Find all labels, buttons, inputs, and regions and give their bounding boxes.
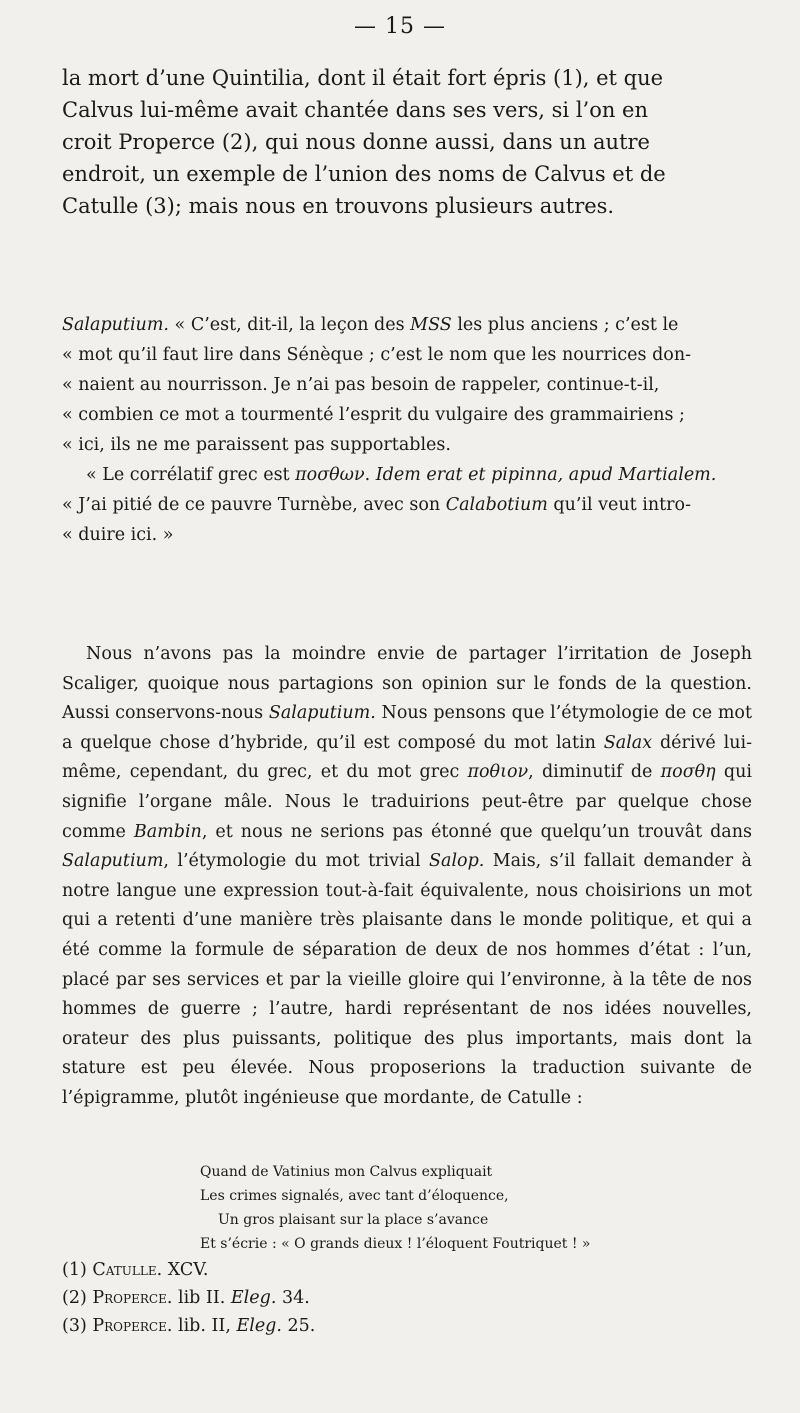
intro-line: la mort d’une Quintilia, dont il était fort épris (1), et que: [62, 66, 664, 90]
footnote-3: [62, 1312, 315, 1340]
footnote-ref-end: 34.: [276, 1288, 310, 1308]
page-number: — 15 —: [354, 14, 446, 39]
quote-text: .: [364, 465, 376, 485]
footnote-ref: XCV.: [162, 1260, 209, 1280]
verse-line: Les crimes signalés, avec tant d’éloquence,: [200, 1188, 509, 1204]
footnote-number: (1): [62, 1260, 87, 1280]
footnote-2: [62, 1284, 315, 1312]
intro-line: endroit, un exemple de l’union des noms de Calvus et de: [62, 162, 666, 186]
footnote-author: Properce.: [92, 1288, 173, 1308]
quote-line: « naient au nourrisson. Je n’ai pas besoin de rappeler, continue-t-il,: [62, 375, 660, 395]
epigram-translation: [200, 1160, 591, 1256]
quote-calabotium: Calabotium: [445, 495, 548, 515]
footnote-1: [62, 1256, 315, 1284]
footnote-ref: lib II.: [172, 1288, 231, 1308]
quote-text: « Le corrélatif grec est: [86, 465, 296, 485]
quote-line: « mot qu’il faut lire dans Sénèque ; c’est le nom que les nourrices don-: [62, 345, 692, 365]
footnote-ref-italic: Eleg.: [230, 1288, 277, 1308]
commentary-greek: ποσθη: [660, 762, 716, 783]
quote-line: « duire ici. »: [62, 525, 174, 545]
commentary-italic: Bambin: [133, 821, 202, 842]
footnote-number: (2): [62, 1288, 87, 1308]
quote-lead-word: Salaputium.: [62, 315, 169, 335]
commentary-span: Nous n’avons pas la moindre envie de partager l’irritation de Joseph Scaliger, quoique nous partagions son opinion sur le fonds de la question. Aussi conservons-nous: [62, 644, 752, 724]
quote-line: [62, 490, 752, 520]
quote-text: qu’il veut intro-: [547, 495, 691, 515]
commentary-italic: Salaputium: [62, 851, 164, 872]
commentary-span: Mais, s’il fallait demander à notre langue une expression tout-à-fait équivalente, nous choisirions un mot qui a retenti d’une manière très plaisante dans le monde politique, et qui a été comme la formule de séparation de deux de nos hommes d’état : l’un, placé par ses services et par la vieille gloire qui l’environne, à la tête de nos hommes de guerre ; l’autre, hardi représentant de nos idées nouvelles, orateur des plus puissants, politique des plus importants, mais dont la stature est peu élevée. Nous proposerions la traduction suivante de l’épigramme, plutôt ingénieuse que mordante, de Catulle :: [62, 851, 752, 1108]
quote-mss: MSS: [410, 315, 452, 335]
commentary-italic: Salax: [603, 732, 653, 753]
quote-text: les plus anciens ; c’est le: [451, 315, 679, 335]
footnote-author: Catulle.: [92, 1260, 163, 1280]
quote-line: [62, 310, 752, 340]
quote-line: « ici, ils ne me paraissent pas supportables.: [62, 435, 451, 455]
verse-line: Un gros plaisant sur la place s’avance: [218, 1212, 489, 1228]
footnote-number: (3): [62, 1316, 87, 1336]
intro-paragraph: [62, 62, 752, 222]
intro-line: croit Properce (2), qui nous donne aussi, dans un autre: [62, 130, 650, 154]
scaliger-quote: [62, 310, 752, 550]
commentary-italic: Salop.: [429, 851, 485, 872]
quote-greek: ποσθων: [295, 465, 365, 485]
commentary-span: dérivé lui-même, cependant, du grec, et du mot grec: [62, 732, 752, 783]
quote-text: « J’ai pitié de ce pauvre Turnèbe, avec son: [62, 495, 446, 515]
commentary-span: Nous pensons que l’étymologie de ce mot a quelque chose d’hybride, qu’il est composé du mot latin: [62, 703, 752, 753]
commentary-italic: Salaputium.: [268, 703, 376, 724]
intro-line: Catulle (3); mais nous en trouvons plusieurs autres.: [62, 194, 615, 218]
quote-text: « C’est, dit-il, la leçon des: [168, 315, 411, 335]
quote-line: [62, 460, 752, 490]
verse-line: Et s’écrie : « O grands dieux ! l’éloquent Foutriquet ! »: [200, 1236, 591, 1252]
quote-latin: Idem erat et pipinna, apud Martialem.: [375, 465, 717, 485]
commentary-span: qui signifie l’organe mâle. Nous le traduirions peut-être par quelque chose comme: [62, 762, 752, 842]
footnotes: [62, 1256, 315, 1340]
commentary-span: , l’étymologie du mot trivial: [163, 851, 430, 872]
commentary-span: , diminutif de: [528, 762, 661, 783]
commentary-paragraph: [62, 640, 752, 1114]
commentary-greek: ποθιον: [467, 762, 529, 783]
quote-line: « combien ce mot a tourmenté l’esprit du vulgaire des grammairiens ;: [62, 405, 685, 425]
footnote-author: Properce.: [92, 1316, 173, 1336]
footnote-ref: lib. II,: [172, 1316, 237, 1336]
intro-line: Calvus lui-même avait chantée dans ses vers, si l’on en: [62, 98, 649, 122]
commentary-text: [62, 640, 752, 1114]
footnote-ref-end: 25.: [281, 1316, 316, 1336]
footnote-ref-italic: Eleg.: [236, 1316, 282, 1336]
commentary-span: , et nous ne serions pas étonné que quelqu’un trouvât dans: [201, 821, 752, 842]
verse-line: Quand de Vatinius mon Calvus expliquait: [200, 1164, 493, 1180]
